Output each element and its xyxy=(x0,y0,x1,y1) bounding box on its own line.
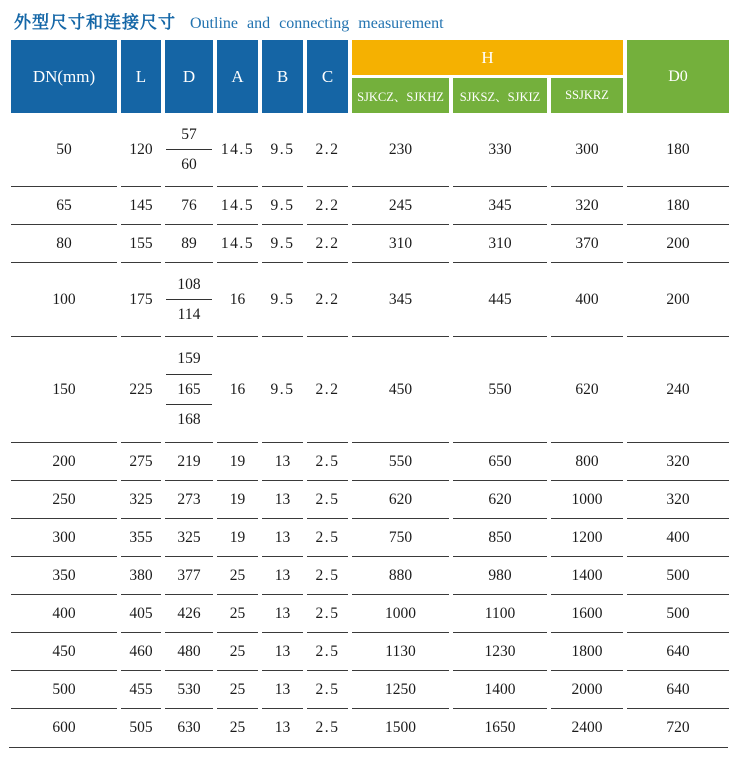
table-body xyxy=(11,113,729,747)
cell-l: 455 xyxy=(121,671,161,709)
cell-l: 155 xyxy=(121,225,161,263)
cell-dn: 350 xyxy=(11,557,117,595)
table-row xyxy=(11,557,729,595)
cell-d xyxy=(165,263,213,337)
cell-value: 377 xyxy=(177,566,201,584)
cell-dn: 100 xyxy=(11,263,117,337)
cell-dn: 300 xyxy=(11,519,117,557)
header-h-group: H xyxy=(352,40,623,78)
header-c: C xyxy=(307,40,348,113)
header-row-sub xyxy=(11,78,729,113)
cell-h-ssjkrz: 2000 xyxy=(551,671,623,709)
cell-value: 165 xyxy=(177,380,201,398)
cell-c: 2.2 xyxy=(307,113,348,187)
cell-l: 275 xyxy=(121,443,161,481)
cell-a: 16 xyxy=(217,263,258,337)
header-l: L xyxy=(121,40,161,113)
cell-value: 530 xyxy=(177,680,201,698)
cell-b: 13 xyxy=(262,595,303,633)
stacked-value-divider xyxy=(166,404,212,405)
cell-h-sjksz-sjkiz: 1100 xyxy=(453,595,547,633)
cell-h-ssjkrz: 800 xyxy=(551,443,623,481)
cell-d0: 240 xyxy=(627,337,729,443)
table-row xyxy=(11,671,729,709)
cell-value: 325 xyxy=(177,528,201,546)
cell-d xyxy=(165,187,213,225)
cell-c: 2.2 xyxy=(307,225,348,263)
cell-h-sjksz-sjkiz: 850 xyxy=(453,519,547,557)
section-title xyxy=(0,0,739,40)
cell-d0: 180 xyxy=(627,113,729,187)
cell-dn: 500 xyxy=(11,671,117,709)
cell-l: 225 xyxy=(121,337,161,443)
cell-a: 25 xyxy=(217,633,258,671)
cell-h-sjkcz-sjkhz: 230 xyxy=(352,113,449,187)
section-title-chinese: 外型尺寸和连接尺寸 xyxy=(14,13,176,32)
header-h-ssjkrz: SSJKRZ xyxy=(551,78,623,113)
cell-l: 120 xyxy=(121,113,161,187)
cell-value: 108 xyxy=(177,275,201,293)
cell-b: 13 xyxy=(262,443,303,481)
header-h-sjkcz-sjkhz: SJKCZ、SJKHZ xyxy=(352,78,449,113)
cell-b: 9.5 xyxy=(262,113,303,187)
cell-l: 405 xyxy=(121,595,161,633)
cell-a: 19 xyxy=(217,481,258,519)
cell-a: 25 xyxy=(217,595,258,633)
cell-b: 9.5 xyxy=(262,337,303,443)
cell-c: 2.5 xyxy=(307,633,348,671)
cell-c: 2.5 xyxy=(307,595,348,633)
cell-a: 25 xyxy=(217,671,258,709)
cell-d xyxy=(165,709,213,747)
cell-h-ssjkrz: 370 xyxy=(551,225,623,263)
cell-d0: 640 xyxy=(627,671,729,709)
cell-value: 168 xyxy=(177,411,201,429)
cell-value: 273 xyxy=(177,490,201,508)
cell-b: 13 xyxy=(262,519,303,557)
cell-l: 460 xyxy=(121,633,161,671)
cell-h-sjkcz-sjkhz: 620 xyxy=(352,481,449,519)
cell-h-sjkcz-sjkhz: 450 xyxy=(352,337,449,443)
cell-d0: 720 xyxy=(666,719,690,736)
table-row xyxy=(11,113,729,187)
cell-value: 219 xyxy=(177,452,201,470)
cell-d xyxy=(165,595,213,633)
table-row xyxy=(11,263,729,337)
cell-a: 19 xyxy=(217,443,258,481)
header-h-sjksz-sjkiz: SJKSZ、SJKIZ xyxy=(453,78,547,113)
cell-a: 14.5 xyxy=(217,113,258,187)
cell-h-sjkcz-sjkhz: 750 xyxy=(352,519,449,557)
cell-h-sjksz-sjkiz: 1650 xyxy=(484,719,516,736)
cell-value: 57 xyxy=(181,125,197,143)
cell-l: 145 xyxy=(121,187,161,225)
stacked-value-divider xyxy=(166,149,212,150)
table-row xyxy=(11,225,729,263)
cell-h-ssjkrz: 1200 xyxy=(551,519,623,557)
cell-c: 2.2 xyxy=(307,337,348,443)
cell-b: 13 xyxy=(262,671,303,709)
cell-d0: 200 xyxy=(627,263,729,337)
cell-b: 13 xyxy=(262,633,303,671)
header-dn: DN(mm) xyxy=(11,40,117,113)
cell-h-ssjkrz: 400 xyxy=(551,263,623,337)
cell-dn: 80 xyxy=(11,225,117,263)
header-d: D xyxy=(165,40,213,113)
cell-c: 2.5 xyxy=(307,671,348,709)
cell-h-sjksz-sjkiz: 345 xyxy=(453,187,547,225)
dimensions-table xyxy=(7,40,733,747)
header-a: A xyxy=(217,40,258,113)
cell-c: 2.2 xyxy=(307,187,348,225)
cell-h-ssjkrz: 2400 xyxy=(571,719,603,736)
table-row xyxy=(11,709,729,747)
table-row xyxy=(11,633,729,671)
cell-dn: 450 xyxy=(11,633,117,671)
cell-a: 14.5 xyxy=(217,187,258,225)
table-row xyxy=(11,481,729,519)
cell-d xyxy=(165,557,213,595)
cell-c: 2.5 xyxy=(307,481,348,519)
cell-value: 159 xyxy=(177,350,201,368)
cell-d0: 640 xyxy=(627,633,729,671)
cell-c: 2.5 xyxy=(315,719,340,736)
cell-c: 2.2 xyxy=(307,263,348,337)
cell-c: 2.5 xyxy=(307,557,348,595)
cell-l: 325 xyxy=(121,481,161,519)
stacked-value-divider xyxy=(166,299,212,300)
cell-h-sjksz-sjkiz: 310 xyxy=(453,225,547,263)
cell-dn: 50 xyxy=(11,113,117,187)
cell-h-sjkcz-sjkhz: 310 xyxy=(352,225,449,263)
cell-b: 13 xyxy=(274,719,291,736)
cell-dn: 65 xyxy=(11,187,117,225)
table-row xyxy=(11,187,729,225)
cell-a: 19 xyxy=(217,519,258,557)
cell-a: 14.5 xyxy=(217,225,258,263)
cell-h-sjkcz-sjkhz: 345 xyxy=(352,263,449,337)
cell-value: 114 xyxy=(177,306,201,323)
cell-d xyxy=(165,519,213,557)
cell-b: 9.5 xyxy=(262,187,303,225)
cell-h-sjkcz-sjkhz: 1000 xyxy=(352,595,449,633)
cell-l: 175 xyxy=(121,263,161,337)
cell-d0: 400 xyxy=(627,519,729,557)
cell-h-ssjkrz: 1800 xyxy=(551,633,623,671)
cell-d xyxy=(165,443,213,481)
cell-h-ssjkrz: 1000 xyxy=(551,481,623,519)
table-row xyxy=(11,519,729,557)
cell-h-sjkcz-sjkhz: 1250 xyxy=(352,671,449,709)
cell-dn: 600 xyxy=(52,719,76,736)
cell-d0: 200 xyxy=(627,225,729,263)
cell-value: 480 xyxy=(177,642,201,660)
cell-d xyxy=(165,481,213,519)
table-row xyxy=(11,443,729,481)
table-row xyxy=(11,595,729,633)
table-bottom-rule xyxy=(9,747,728,748)
cell-d xyxy=(165,633,213,671)
cell-h-sjkcz-sjkhz: 245 xyxy=(352,187,449,225)
cell-d xyxy=(165,337,213,443)
cell-c: 2.5 xyxy=(307,519,348,557)
cell-l: 380 xyxy=(121,557,161,595)
cell-h-sjksz-sjkiz: 650 xyxy=(453,443,547,481)
cell-h-sjksz-sjkiz: 330 xyxy=(453,113,547,187)
header-b: B xyxy=(262,40,303,113)
cell-d xyxy=(165,225,213,263)
cell-value: 426 xyxy=(177,604,201,622)
cell-dn: 250 xyxy=(11,481,117,519)
header-row-top xyxy=(11,40,729,78)
cell-h-sjkcz-sjkhz: 550 xyxy=(352,443,449,481)
cell-value: 630 xyxy=(177,719,201,737)
cell-l: 505 xyxy=(129,719,153,736)
cell-d0: 180 xyxy=(627,187,729,225)
table-header xyxy=(11,40,729,113)
cell-h-sjksz-sjkiz: 980 xyxy=(453,557,547,595)
cell-d0: 500 xyxy=(627,595,729,633)
section-title-english: Outline and connecting measurement xyxy=(190,15,444,32)
cell-b: 13 xyxy=(262,557,303,595)
cell-h-sjksz-sjkiz: 550 xyxy=(453,337,547,443)
cell-b: 9.5 xyxy=(262,225,303,263)
cell-d0: 500 xyxy=(627,557,729,595)
cell-dn: 200 xyxy=(11,443,117,481)
cell-d0: 320 xyxy=(627,443,729,481)
cell-value: 60 xyxy=(181,156,197,173)
stacked-value-divider xyxy=(166,374,212,375)
cell-d0: 320 xyxy=(627,481,729,519)
cell-h-sjkcz-sjkhz: 1500 xyxy=(385,719,416,736)
cell-dn: 150 xyxy=(11,337,117,443)
cell-h-ssjkrz: 300 xyxy=(551,113,623,187)
cell-h-sjksz-sjkiz: 1400 xyxy=(453,671,547,709)
cell-a: 16 xyxy=(217,337,258,443)
cell-b: 13 xyxy=(262,481,303,519)
cell-l: 355 xyxy=(121,519,161,557)
cell-h-sjksz-sjkiz: 620 xyxy=(453,481,547,519)
cell-h-sjksz-sjkiz: 445 xyxy=(453,263,547,337)
cell-a: 25 xyxy=(217,557,258,595)
header-d0: D0 xyxy=(627,40,729,113)
cell-h-ssjkrz: 1400 xyxy=(551,557,623,595)
cell-d xyxy=(165,671,213,709)
cell-h-ssjkrz: 620 xyxy=(551,337,623,443)
cell-value: 76 xyxy=(181,196,197,214)
cell-c: 2.5 xyxy=(307,443,348,481)
cell-d xyxy=(165,113,213,187)
cell-dn: 400 xyxy=(11,595,117,633)
cell-b: 9.5 xyxy=(262,263,303,337)
cell-h-sjkcz-sjkhz: 1130 xyxy=(352,633,449,671)
cell-h-ssjkrz: 320 xyxy=(551,187,623,225)
cell-a: 25 xyxy=(229,719,246,736)
cell-h-sjkcz-sjkhz: 880 xyxy=(352,557,449,595)
table-row xyxy=(11,337,729,443)
cell-h-ssjkrz: 1600 xyxy=(551,595,623,633)
cell-value: 89 xyxy=(181,234,197,252)
cell-h-sjksz-sjkiz: 1230 xyxy=(453,633,547,671)
